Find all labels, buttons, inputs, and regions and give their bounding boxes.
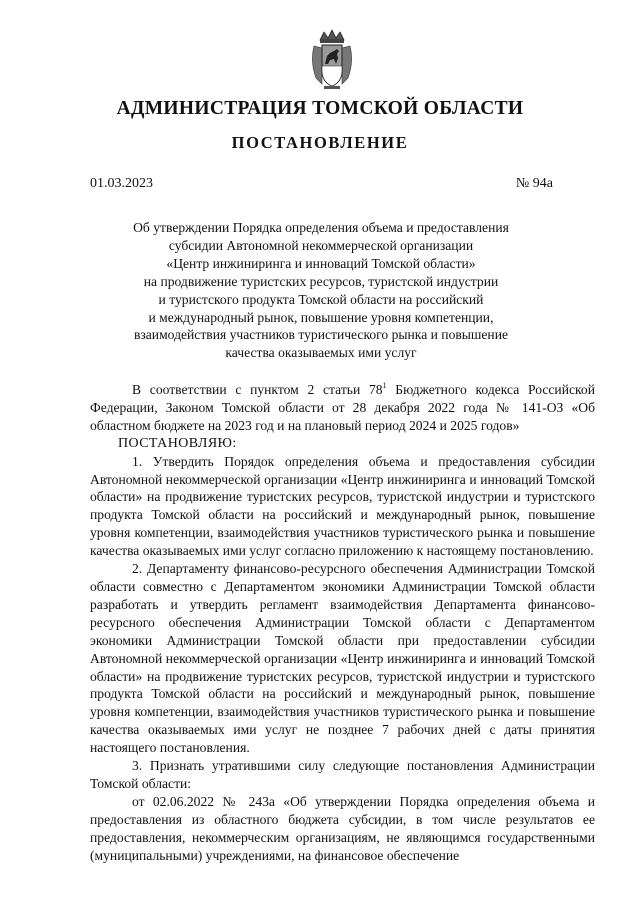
- subject-line: «Центр инжиниринга и инноваций Томской области»: [166, 255, 476, 271]
- document-date: 01.03.2023: [90, 176, 153, 191]
- preamble-paragraph: [90, 381, 595, 435]
- subject-line: и туристского продукта Томской области на российский: [158, 291, 484, 307]
- document-number: № 94а: [515, 176, 553, 191]
- article-superscript: 1: [382, 381, 387, 390]
- document-body: [90, 381, 595, 864]
- subject-line: взаимодействия участников туристического рынка и повышение: [133, 327, 509, 343]
- decree-heading: ПОСТАНОВЛЯЮ:: [118, 435, 237, 451]
- subject-line: Об утверждении Порядка определения объема и предоставления: [133, 220, 509, 235]
- tomsk-oblast-coat-of-arms-icon: [310, 28, 354, 90]
- document-subject: [90, 219, 552, 362]
- item-3-paragraph: 3. Признать утратившими силу следующие постановления Администрации Томской области:: [90, 758, 595, 791]
- document-type: ПОСТАНОВЛЕНИЕ: [231, 133, 409, 152]
- item-3-sub-paragraph: от 02.06.2022 № 243а «Об утверждении Порядка определения объема и предоставления из областного бюджета субсидии, в том числе результатов ее предоставления, некоммерческим организациям, не являющимся государственными (муниципальными) учреждениями, на финансовое обеспечение: [90, 793, 595, 863]
- item-2-paragraph: 2. Департаменту финансово-ресурсного обеспечения Администрации Томской области совместно с Департаментом экономики Администрации Томской области разработать и утвердить регламент взаимодействия Департамента финансово-ресурсного обеспечения Администрации Томской области с Департаментом экономики Администрации Томской области при предоставлении субсидии Автономной некоммерческой организации «Центр инжиниринга и инноваций Томской области» на продвижение туристских ресурсов, туристской индустрии и туристского продукта Томской области на российский и международный рынок, повышение уровня компетенции, взаимодействия участников туристического рынка и повышение качества оказываемых ими услуг не позднее 7 рабочих дней с даты принятия настоящего постановления.: [90, 561, 595, 756]
- organization-title: АДМИНИСТРАЦИЯ ТОМСКОЙ ОБЛАСТИ: [116, 98, 524, 119]
- preamble-text: В соответствии с пунктом 2 статьи 78: [132, 382, 383, 397]
- subject-line: качества оказываемых ими услуг: [225, 345, 417, 361]
- subject-line: и международный рынок, повышение уровня компетенции,: [148, 309, 494, 325]
- preamble-text-cont: Бюджетного кодекса Российской Федерации, Законом Томской области от 28 декабря 2022 года № 141-ОЗ «Об областном бюджете на 2023 год и на плановый период 2024 и 2025 годов»: [90, 382, 595, 433]
- item-1-paragraph: 1. Утвердить Порядок определения объема и предоставления субсидии Автономной некоммерческой организации «Центр инжиниринга и инноваций Томской области» на продвижение туристских ресурсов, туристской индустрии и туристского продукта Томской области на российский и международный рынок, повышение уровня компетенции, взаимодействия участников туристического рынка и повышение качества оказываемых ими услуг согласно приложению к настоящему постановлению.: [90, 453, 595, 559]
- subject-line: субсидии Автономной некоммерческой организации: [168, 237, 474, 253]
- subject-line: на продвижение туристских ресурсов, туристской индустрии: [143, 273, 499, 289]
